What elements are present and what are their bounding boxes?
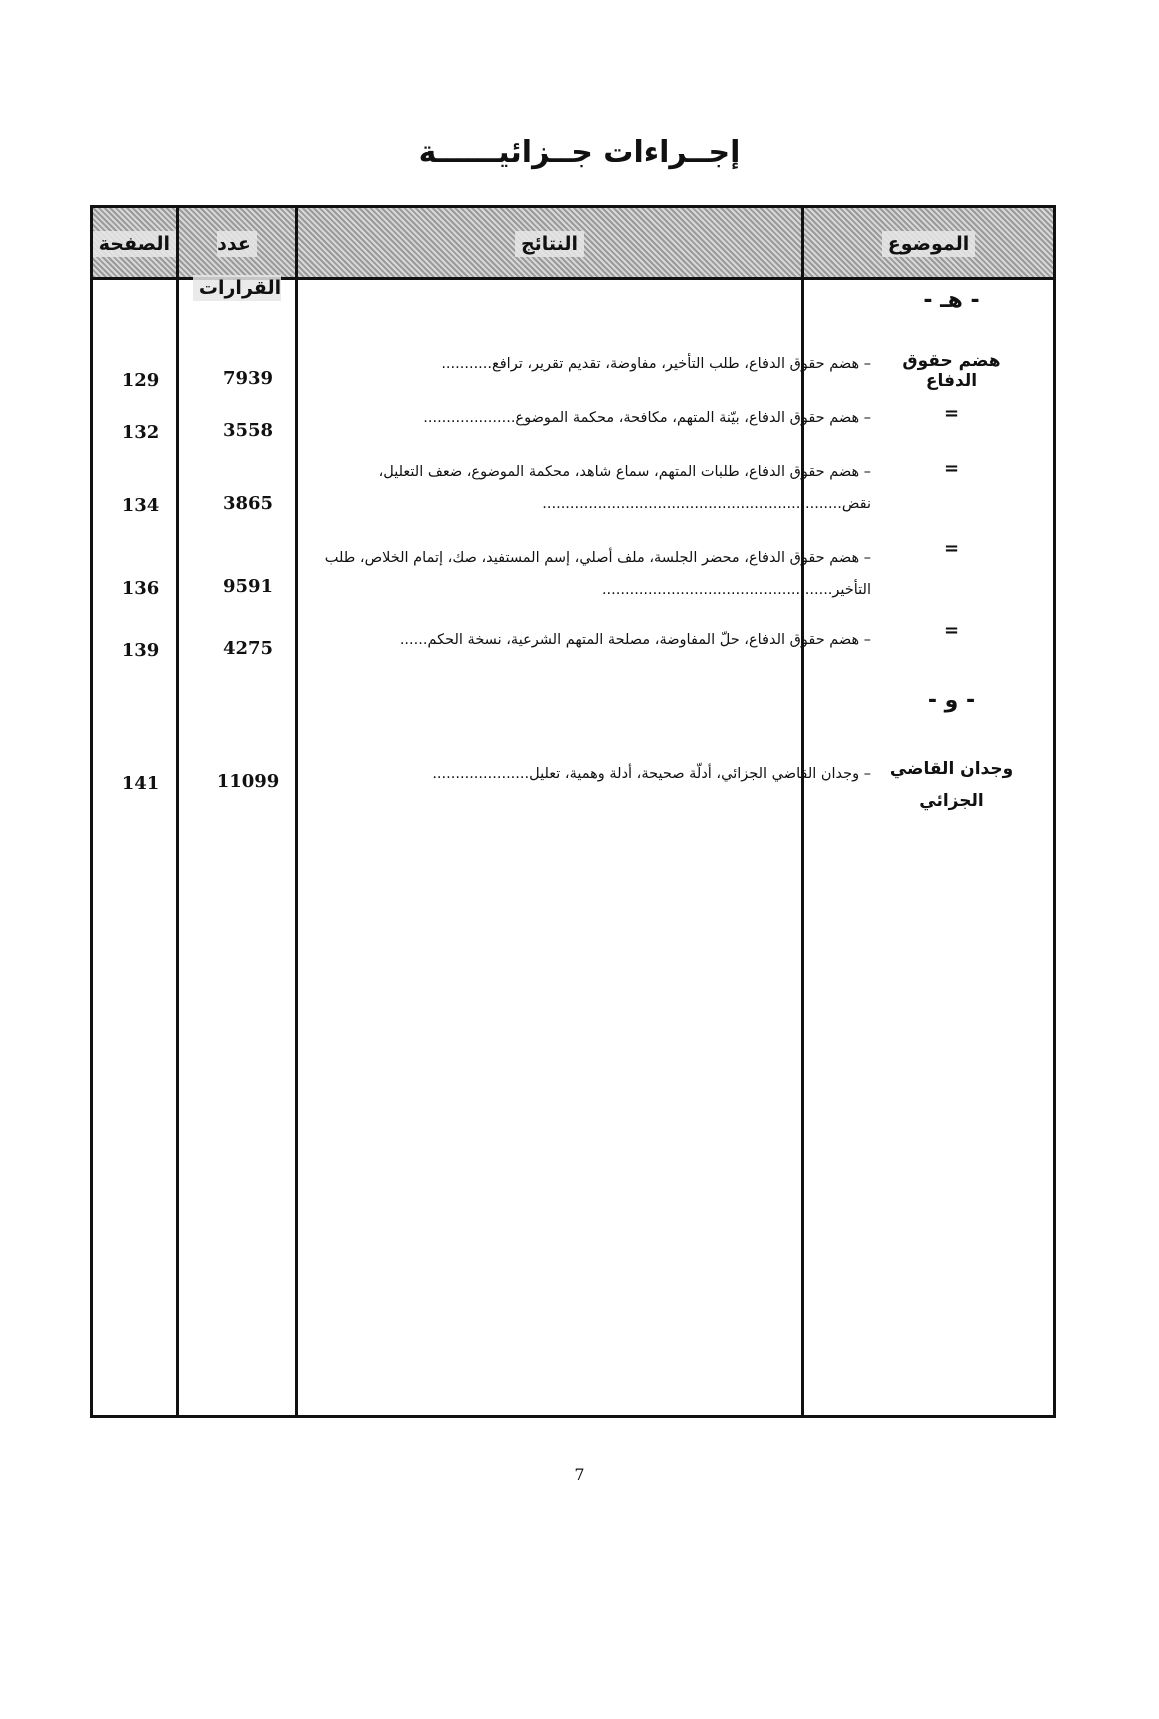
- row-decision-number: 3558: [222, 420, 274, 441]
- row-subject: وجدان القاضي الجزائي: [889, 759, 1014, 811]
- row-result: – هضم حقوق الدفاع، محضر الجلسة، ملف أصلي، إسم المستفيد، صك، إتمام الخلاص، طلب التأخير..................................................: [324, 550, 871, 598]
- section-letter: - و -: [927, 688, 976, 713]
- table-header: [93, 208, 1053, 299]
- row-result: – هضم حقوق الدفاع، حلّ المفاوضة، مصلحة المتهم الشرعية، نسخة الحكم......: [399, 632, 871, 648]
- column-divider: [801, 208, 804, 1415]
- row-subject: هضم حقوق الدفاع: [902, 351, 1001, 391]
- row-decision-number: 3865: [222, 493, 274, 514]
- header-page: الصفحة: [93, 222, 176, 266]
- row-page: 136: [121, 578, 160, 599]
- column-divider: [295, 208, 298, 1415]
- row-subject: =: [943, 458, 960, 479]
- row-decision-number: 4275: [222, 638, 274, 659]
- row-subject: =: [943, 538, 960, 559]
- row-page: 129: [121, 370, 160, 391]
- row-page: 141: [121, 773, 160, 794]
- row-page: 132: [121, 422, 160, 443]
- row-page: 139: [121, 640, 160, 661]
- index-table: [90, 205, 1056, 1418]
- row-decision-number: 9591: [222, 576, 274, 597]
- row-subject: =: [943, 620, 960, 641]
- row-decision-number: 11099: [216, 771, 280, 792]
- row-result: – هضم حقوق الدفاع، طلبات المتهم، سماع شاهد، محكمة الموضوع، ضعف التعليل، نقض.................................................................: [378, 464, 871, 512]
- row-page: 134: [121, 495, 160, 516]
- row-subject: =: [943, 403, 960, 424]
- page-number: 7: [574, 1465, 585, 1484]
- row-result: – هضم حقوق الدفاع، طلب التأخير، مفاوضة، تقديم تقرير، ترافع...........: [441, 356, 871, 372]
- row-result: – هضم حقوق الدفاع، بيّنة المتهم، مكافحة، محكمة الموضوع....................: [423, 410, 871, 426]
- header-decision-number: عدد القرارات: [179, 222, 295, 266]
- section-letter: - هـ -: [923, 288, 980, 313]
- header-subject: الموضوع: [804, 222, 1053, 266]
- page-title: إجــراءات جــزائيــــــة: [418, 135, 741, 170]
- header-results: النتائج: [298, 222, 801, 266]
- row-result: – وجدان القاضي الجزائي، أدلّة صحيحة، أدلة وهمية، تعليل.....................: [432, 766, 871, 782]
- row-decision-number: 7939: [222, 368, 274, 389]
